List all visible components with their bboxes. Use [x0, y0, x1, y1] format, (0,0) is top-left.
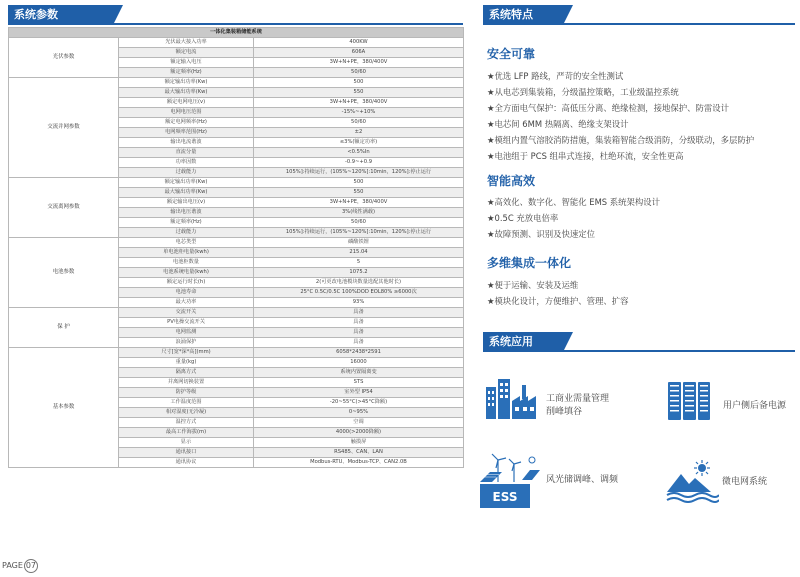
spec-param-name: 防护等级: [119, 388, 254, 398]
spec-param-name: 电网监测: [119, 328, 254, 338]
spec-param-value: 磷酸铁锂: [254, 238, 464, 248]
spec-param-name: 过载能力: [119, 228, 254, 238]
spec-param-value: 具备: [254, 338, 464, 348]
spec-param-value: 触摸屏: [254, 438, 464, 448]
spec-param-name: 额定输出电压(v): [119, 198, 254, 208]
spec-param-value: 3W+N+PE，380/400V: [254, 198, 464, 208]
spec-param-name: 单电池柜电量(kwh): [119, 248, 254, 258]
spec-category: 交流并网参数: [9, 78, 119, 178]
spec-param-name: 通讯接口: [119, 448, 254, 458]
spec-param-name: 相对湿度(无冷凝): [119, 408, 254, 418]
spec-param-name: 显示: [119, 438, 254, 448]
microgrid-icon: [665, 458, 719, 508]
table-row: [9, 178, 464, 188]
feature-item: ★模组内置气溶胶消防措施，集装箱智能合级消防，分级联动，多层防护: [487, 135, 755, 145]
server-rack-icon: [667, 381, 711, 425]
features-section-header: [483, 5, 563, 25]
spec-param-value: 50/60: [254, 68, 464, 78]
spec-param-name: 额定电流: [119, 48, 254, 58]
spec-category: 光伏参数: [9, 38, 119, 78]
spec-category: 交流离网参数: [9, 178, 119, 238]
feature-item: ★故障预测、识别及快速定位: [487, 229, 596, 239]
applications-section-header: [483, 332, 563, 352]
spec-param-value: STS: [254, 378, 464, 388]
applications-header-underline: [483, 350, 795, 352]
spec-category: 保 护: [9, 308, 119, 348]
spec-param-name: 电池寿命: [119, 288, 254, 298]
factory-icon: [484, 377, 540, 425]
spec-param-value: 500: [254, 178, 464, 188]
application-label-peak-shaving: 工商业需量管理 削峰填谷: [546, 394, 610, 417]
spec-param-value: -15%~+10%: [254, 108, 464, 118]
application-label-wind-solar-storage: 风光储调峰、调频: [546, 475, 619, 485]
feature-item: ★电芯间 6MM 热隔离、绝缘支架设计: [487, 119, 629, 129]
page-label: PAGE: [2, 561, 23, 570]
spec-param-name: 浪涌保护: [119, 338, 254, 348]
table-row: [9, 238, 464, 248]
spec-param-value: 空调: [254, 418, 464, 428]
spec-param-name: 输出电流谐波: [119, 138, 254, 148]
spec-category: 基本参数: [9, 348, 119, 468]
spec-param-name: 并离网切换装置: [119, 378, 254, 388]
spec-param-name: 最大输出功率(Kw): [119, 188, 254, 198]
spec-param-value: 具备: [254, 328, 464, 338]
application-label-backup-power: 用户侧后备电源: [723, 401, 787, 411]
feature-item: ★优选 LFP 路线，严苛的安全性测试: [487, 71, 624, 81]
table-row: [9, 78, 464, 88]
spec-param-name: 输出电压谐波: [119, 208, 254, 218]
spec-param-value: 6058*2438*2591: [254, 348, 464, 358]
spec-param-name: 尺寸[宽*深*高](mm): [119, 348, 254, 358]
spec-param-value: 1075.2: [254, 268, 464, 278]
spec-table: [8, 27, 464, 468]
spec-param-value: 400KW: [254, 38, 464, 48]
spec-param-name: 额定频率(Hz): [119, 68, 254, 78]
spec-param-name: 隔离方式: [119, 368, 254, 378]
page-number-circle: 07: [24, 559, 38, 573]
spec-param-value: -20~55°C(>45°C降额): [254, 398, 464, 408]
spec-param-name: 额定输出功率(Kw): [119, 178, 254, 188]
spec-param-value: 215.04: [254, 248, 464, 258]
spec-param-value: 105%]:持续运行，(105%~120%]:10min，120%]:停止运行: [254, 168, 464, 178]
spec-param-value: 3W+N+PE，380/400V: [254, 58, 464, 68]
spec-param-value: 606A: [254, 48, 464, 58]
spec-table-title-row: [9, 28, 464, 38]
spec-param-value: 93%: [254, 298, 464, 308]
table-row: [9, 308, 464, 318]
spec-param-name: 电网频率范围(Hz): [119, 128, 254, 138]
spec-param-value: 系统内置隔离变: [254, 368, 464, 378]
applications-section-title: 系统应用: [489, 335, 533, 348]
spec-param-value: RS485、CAN、LAN: [254, 448, 464, 458]
spec-category: 电池参数: [9, 238, 119, 308]
spec-table-title: 一体化集装箱储能系统: [9, 28, 464, 38]
table-row: [9, 38, 464, 48]
spec-param-value: 5: [254, 258, 464, 268]
spec-param-name: 最高工作海拔(m): [119, 428, 254, 438]
features-section-title: 系统特点: [489, 8, 533, 21]
spec-param-value: 25°C 0.5C/0.5C 100%DOD EOL80% ≥6000次: [254, 288, 464, 298]
feature-title-safety: 安全可靠: [487, 47, 536, 61]
feature-item: ★高效化、数字化、智能化 EMS 系统架构设计: [487, 197, 661, 207]
feature-item: ★全方面电气保护：高低压分离、绝缘检测，接地保护、防雷设计: [487, 103, 730, 113]
spec-param-name: 温控方式: [119, 418, 254, 428]
spec-param-name: PV电操交流开关: [119, 318, 254, 328]
spec-param-name: 额定电网频率(Hz): [119, 118, 254, 128]
spec-param-name: 电网电压范围: [119, 108, 254, 118]
table-row: [9, 348, 464, 358]
page-number: [2, 559, 38, 573]
spec-param-value: 3W+N+PE，380/400V: [254, 98, 464, 108]
spec-param-name: 最大功率: [119, 298, 254, 308]
spec-param-name: 最大输出功率(Kw): [119, 88, 254, 98]
spec-param-value: 500: [254, 78, 464, 88]
spec-param-name: 电池系统电量(kwh): [119, 268, 254, 278]
spec-param-name: 光伏最大接入功率: [119, 38, 254, 48]
spec-param-value: 0~95%: [254, 408, 464, 418]
ess-solar-wind-icon: [476, 452, 542, 514]
spec-param-value: 50/60: [254, 218, 464, 228]
spec-param-name: 重量(kg): [119, 358, 254, 368]
spec-param-value: 4000(>2000降额): [254, 428, 464, 438]
spec-param-name: 额定电网电压(v): [119, 98, 254, 108]
spec-param-value: 50/60: [254, 118, 464, 128]
spec-param-value: 550: [254, 188, 464, 198]
features-header-underline: [483, 23, 795, 25]
spec-param-value: 3%(线性满载): [254, 208, 464, 218]
spec-param-name: 功率因数: [119, 158, 254, 168]
spec-param-value: 105%]:持续运行，(105%~120%]:10min，120%]:停止运行: [254, 228, 464, 238]
spec-param-name: 过载能力: [119, 168, 254, 178]
spec-param-value: 16000: [254, 358, 464, 368]
feature-item: ★0.5C 充放电倍率: [487, 213, 559, 223]
spec-param-value: Modbus-RTU、Modbus-TCP、CAN2.0B: [254, 458, 464, 468]
feature-item: ★电池组于 PCS 组串式连接，杜绝环流，安全性更高: [487, 151, 684, 161]
spec-param-value: -0.9~+0.9: [254, 158, 464, 168]
feature-title-integration: 多维集成一体化: [487, 256, 572, 270]
feature-item: ★便于运输、安装及运维: [487, 280, 579, 290]
spec-param-name: 额定频率(Hz): [119, 218, 254, 228]
ess-icon-text: ESS: [492, 490, 518, 504]
spec-param-value: ≤3%(额定功率): [254, 138, 464, 148]
spec-table-container: [8, 27, 463, 468]
spec-param-name: 通讯协议: [119, 458, 254, 468]
spec-param-value: 具备: [254, 308, 464, 318]
spec-header-underline: [8, 23, 463, 25]
feature-title-efficiency: 智能高效: [487, 174, 536, 188]
spec-param-name: 电池柜数量: [119, 258, 254, 268]
spec-section-header: [8, 5, 113, 25]
spec-section-title: 系统参数: [14, 8, 58, 21]
spec-param-value: 2(可更改电池模块数量选配其他时长): [254, 278, 464, 288]
spec-param-name: 交流开关: [119, 308, 254, 318]
spec-param-name: 工作温度范围: [119, 398, 254, 408]
spec-param-value: 室外型 IP54: [254, 388, 464, 398]
spec-param-name: 额定输入电压: [119, 58, 254, 68]
spec-param-name: 电芯类型: [119, 238, 254, 248]
spec-param-value: <0.5%In: [254, 148, 464, 158]
spec-param-value: 550: [254, 88, 464, 98]
spec-param-name: 直流分量: [119, 148, 254, 158]
feature-item: ★从电芯到集装箱，分级温控策略，工业级温控系统: [487, 87, 679, 97]
spec-param-name: 额定输出功率(Kw): [119, 78, 254, 88]
application-label-microgrid: 微电网系统: [722, 477, 768, 487]
spec-param-value: 具备: [254, 318, 464, 328]
spec-param-value: ±2: [254, 128, 464, 138]
spec-param-name: 额定运行时长(h): [119, 278, 254, 288]
feature-item: ★模块化设计，方便维护、管理、扩容: [487, 296, 629, 306]
